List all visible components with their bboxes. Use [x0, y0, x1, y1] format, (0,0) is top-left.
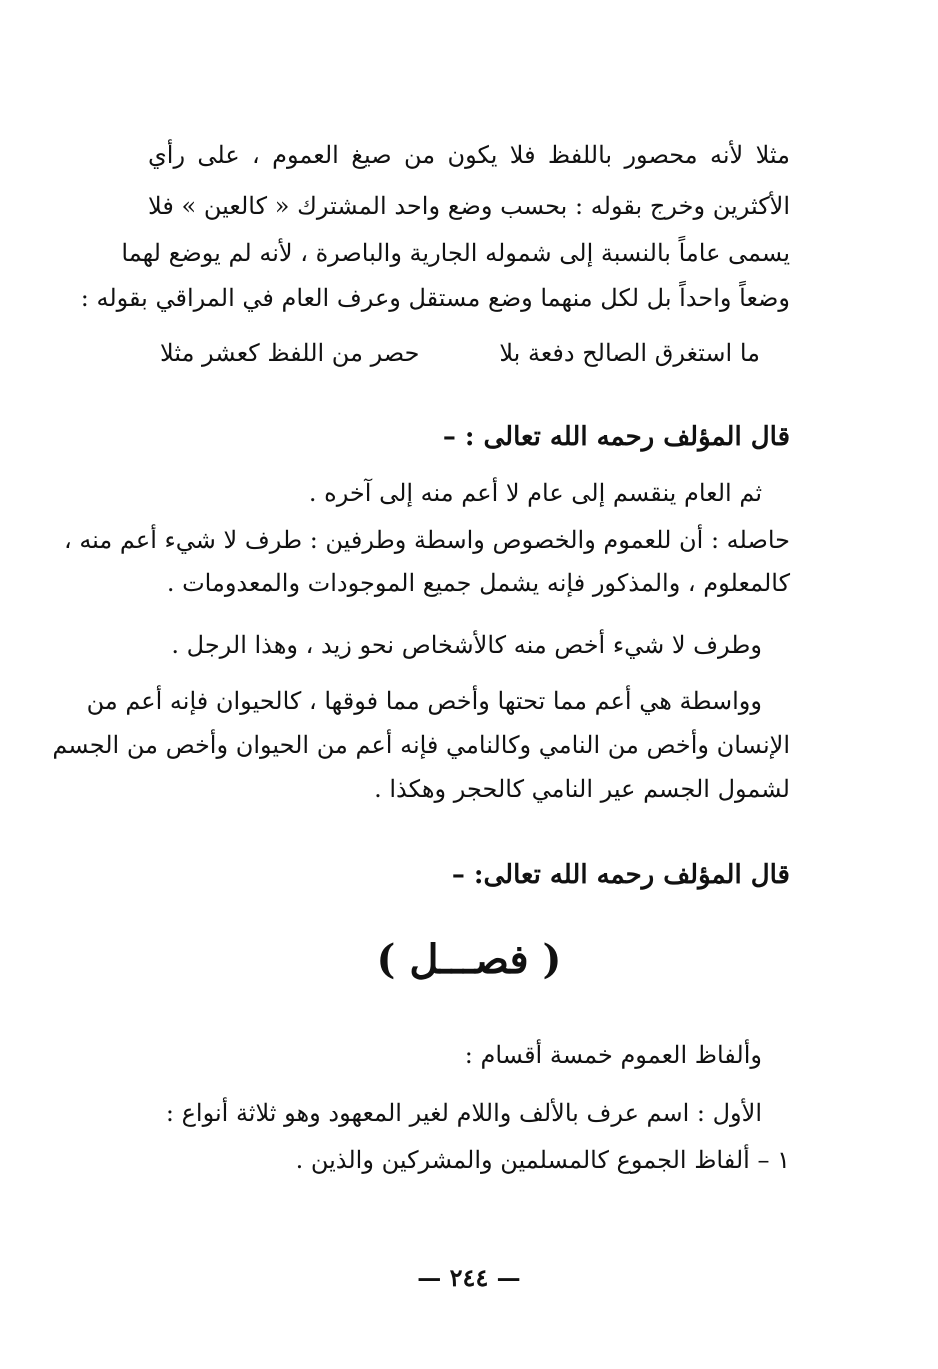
text-line: الإنسان وأخص من النامي وكالنامي فإنه أعم من الحيوان وأخص من الجسم	[52, 731, 790, 759]
text-line: كالمعلوم ، والمذكور فإنه يشمل جميع الموجودات والمعدومات .	[166, 569, 790, 597]
page-number: — ٢٤٤ —	[417, 1263, 521, 1292]
section-heading: قال المؤلف رحمه الله تعالى : –	[442, 422, 790, 452]
text-line: يسمى عاماً بالنسبة إلى شموله الجارية والباصرة ، لأنه لم يوضع لهما	[121, 239, 790, 267]
section-heading: قال المؤلف رحمه الله تعالى: –	[451, 860, 790, 890]
text-line: ١ – ألفاظ الجموع كالمسلمين والمشركين والذين .	[295, 1146, 790, 1174]
text-line: الأول : اسم عرف بالألف واللام لغير المعهود وهو ثلاثة أنواع :	[165, 1099, 762, 1127]
text-line: لشمول الجسم عير النامي كالحجر وهكذا .	[374, 775, 790, 803]
text-line: مثلا لأنه محصور باللفظ فلا يكون من صيغ العموم ، على رأي	[148, 141, 790, 169]
chapter-title: ( فصـــل )	[376, 936, 562, 983]
text-line: ثم العام ينقسم إلى عام لا أعم منه إلى آخره .	[308, 479, 762, 507]
verse-hemistich-second: حصر من اللفظ كعشر مثلا	[160, 339, 420, 367]
text-line: وضعاً واحداً بل لكل منهما وضع مستقل وعرف العام في المراقي بقوله :	[80, 284, 790, 312]
text-line: وألفاظ العموم خمسة أقسام :	[464, 1041, 762, 1069]
text-line: وطرف لا شيء أخص منه كالأشخاص نحو زيد ، وهذا الرجل .	[171, 631, 762, 659]
text-line: وواسطة هي أعم مما تحتها وأخص مما فوقها ، كالحيوان فإنه أعم من	[86, 687, 762, 715]
verse-hemistich-first: ما استغرق الصالح دفعة بلا	[499, 339, 760, 367]
text-line: الأكثرين وخرج بقوله : بحسب وضع واحد المشترك « كالعين » فلا	[148, 192, 790, 220]
text-line: حاصله : أن للعموم والخصوص واسطة وطرفين : طرف لا شيء أعم منه ،	[63, 526, 790, 554]
